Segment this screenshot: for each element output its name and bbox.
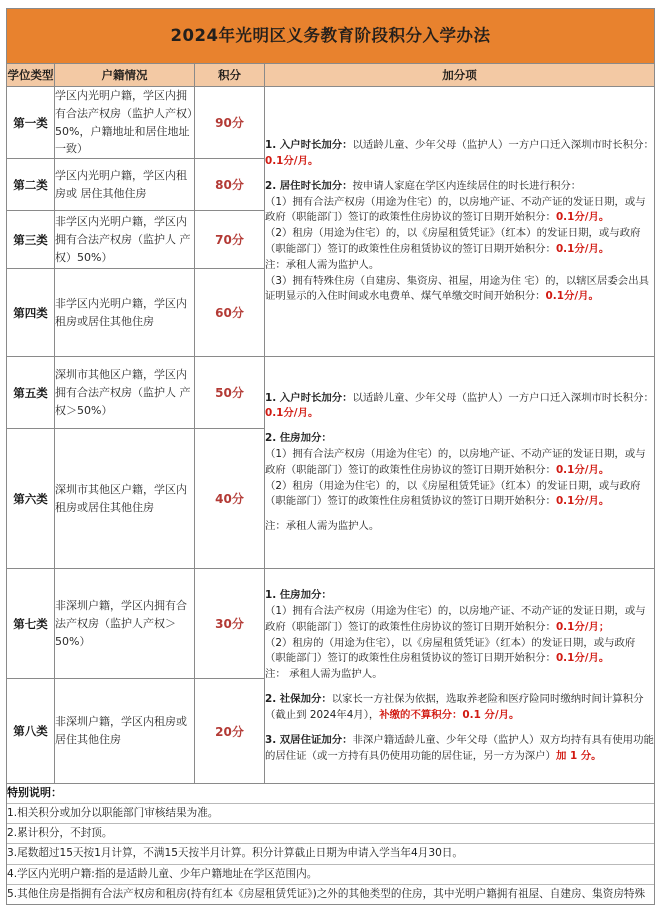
bonus-block-3 <box>265 569 655 784</box>
bonus1-sub2-value: 0.1分/月。 <box>555 242 610 255</box>
admission-points-table <box>6 8 655 905</box>
bonus2-item2-label: 2. 住房加分： <box>265 432 332 445</box>
row-hukou-5: 深圳市其他区户籍，学区内拥有合法产权房（监护人 产权＞50%） <box>55 357 195 429</box>
spacer <box>265 170 654 179</box>
bonus-block-2 <box>265 357 655 569</box>
note-item-2: 2.累计积分，不封顶。 <box>7 824 654 844</box>
bonus1-item2-text: 按申请人家庭在学区内连续居住的时长进行积分： <box>352 179 582 192</box>
row-score-4: 60分 <box>195 269 265 357</box>
spacer <box>265 683 654 692</box>
bonus3-sub1 <box>265 604 654 636</box>
note-item-1: 1.相关积分或加分以职能部门审核结果为准。 <box>7 804 654 824</box>
bonus-block-1 <box>265 87 655 357</box>
row-type-2: 第二类 <box>7 159 55 211</box>
row-score-1: 90分 <box>195 87 265 159</box>
note-item-3: 3.尾数超过15天按1月计算，不满15天按半月计算。积分计算截止日期为申请入学当年4月30日。 <box>7 844 654 864</box>
bonus2-item1-label: 1. 入户时长加分： <box>265 391 353 404</box>
bonus2-sub1-text: （1）拥有合法产权房（用途为住宅）的，以房地产证、不动产证的发证日期，或与政府（职能部门）签订的政策性住房协议的签订日期开始积分： <box>265 447 646 476</box>
notes-row <box>7 784 655 905</box>
bonus2-sub2 <box>265 479 654 511</box>
bonus3-item3 <box>265 733 654 765</box>
row-hukou-3: 非学区内光明户籍，学区内拥有合法产权房（监护人 产权）50%） <box>55 211 195 269</box>
bonus2-sub1 <box>265 447 654 479</box>
row-hukou-4: 非学区内光明户籍，学区内租房或居住其他住房 <box>55 269 195 357</box>
row-hukou-7: 非深圳户籍，学区内拥有合法产权房（监护人产权＞50%） <box>55 569 195 679</box>
bonus1-sub1 <box>265 195 654 227</box>
bonus2-sub1-value: 0.1分/月。 <box>555 463 610 476</box>
bonus3-item1-label: 1. 住房加分： <box>265 589 332 602</box>
bonus3-item2-label: 2. 社保加分： <box>265 693 332 706</box>
row-score-8: 20分 <box>195 679 265 784</box>
bonus2-note: 注：承租人需为监护人。 <box>265 520 380 533</box>
special-notes <box>7 784 655 905</box>
table-row <box>7 87 655 159</box>
row-score-3: 70分 <box>195 211 265 269</box>
bonus1-item2-label: 2. 居住时长加分： <box>265 179 353 192</box>
column-header-type: 学位类型 <box>7 64 55 87</box>
row-type-8: 第八类 <box>7 679 55 784</box>
row-hukou-1: 学区内光明户籍，学区内拥有合法产权房（监护人产权）50%，户籍地址和居住地址一致） <box>55 87 195 159</box>
bonus1-sub2-text: （2）租房（用途为住宅）的，以《房屋租赁凭证》（红本）的发证日期，或与政府（职能部门）签订的政策性住房租赁协议的签订日期开始积分： <box>265 227 641 255</box>
bonus1-sub1-text: （1）拥有合法产权房（用途为住宅）的，以房地产证、不动产证的发证日期，或与政府（职能部门）签订的政策性住房协议的签订日期开始积分： <box>265 195 646 224</box>
column-header-bonus: 加分项 <box>265 64 655 87</box>
bonus1-sub3-text: （3）拥有特殊住房（自建房、集资房、祖屋，用途为住 宅）的，以辖区居委会出具证明显示的入住时间或水电费单、煤气单缴交时间开始积分： <box>265 274 649 303</box>
row-score-2: 80分 <box>195 159 265 211</box>
row-type-1: 第一类 <box>7 87 55 159</box>
bonus1-note: 注：承租人需为监护人。 <box>265 258 380 271</box>
bonus3-sub2 <box>265 636 654 668</box>
bonus2-sub2-text: （2）租房（用途为住宅）的，以《房屋租赁凭证》（红本）的发证日期，或与政府（职能部门）签订的政策性住房租赁协议的签订日期开始积分： <box>265 479 641 508</box>
bonus3-sub1-value: 0.1分/月； <box>555 620 610 633</box>
banner-cell <box>7 9 655 64</box>
bonus3-item2-warn: 补缴的不算积分： <box>379 708 463 721</box>
row-score-6: 40分 <box>195 429 265 569</box>
bonus1-sub3 <box>265 274 654 306</box>
notes-title: 特别说明： <box>7 784 654 804</box>
row-type-6: 第六类 <box>7 429 55 569</box>
note-item-4: 4.学区内光明户籍:指的是适龄儿童、少年户籍地址在学区范围内。 <box>7 865 654 885</box>
spacer <box>265 510 654 519</box>
bonus2-item1-value: 0.1分/月。 <box>265 407 319 420</box>
bonus2-sub2-value: 0.1分/月。 <box>555 495 610 508</box>
bonus1-item1-label: 1. 入户时长加分： <box>265 139 353 152</box>
bonus1-sub3-value: 0.1分/月。 <box>545 290 599 303</box>
bonus3-item2 <box>265 692 654 724</box>
row-type-3: 第三类 <box>7 211 55 269</box>
bonus3-note: 注： 承租人需为监护人。 <box>265 668 383 681</box>
bonus2-item1 <box>265 391 654 423</box>
bonus3-sub2-value: 0.1分/月。 <box>555 652 610 665</box>
bonus1-sub2 <box>265 226 654 258</box>
bonus3-item3-value: 加 1 分。 <box>555 749 602 762</box>
bonus3-item3-text: 非深户籍适龄儿童、少年父母（监护人）双方均持有具有使用功能的居住证（或一方持有具仍使用功能的居住证，另一方为深户） <box>265 733 654 762</box>
bonus3-item2-value: 0.1 分/月。 <box>462 708 520 721</box>
table-row <box>7 569 655 679</box>
row-type-7: 第七类 <box>7 569 55 679</box>
bonus1-item1-value: 0.1分/月。 <box>265 154 319 167</box>
spacer <box>265 724 654 733</box>
bonus3-sub2-text: （2）租房的（用途为住宅），以《房屋租赁凭证》（红本）的发证日期，或与政府（职能部门）签订的政策性住房租赁协议的签订日期开始积分： <box>265 636 636 665</box>
bonus1-item1-text: 以适龄儿童、少年父母（监护人）一方户口迁入深圳市时长积分： <box>352 139 654 152</box>
page-title: 2024年光明区义务教育阶段积分入学办法 <box>170 26 491 45</box>
row-type-5: 第五类 <box>7 357 55 429</box>
row-hukou-2: 学区内光明户籍，学区内租房或 居住其他住房 <box>55 159 195 211</box>
spacer <box>265 422 654 431</box>
bonus1-item1 <box>265 138 654 170</box>
column-header-score: 积分 <box>195 64 265 87</box>
row-hukou-8: 非深圳户籍，学区内租房或居住其他住房 <box>55 679 195 784</box>
note-item-5: 5.其他住房是指拥有合法产权房和租房(持有红本《房屋租赁凭证》)之外的其他类型的住房，其中光明户籍拥有祖屋、自建房、集资房特殊 <box>7 887 646 900</box>
row-hukou-6: 深圳市其他区户籍，学区内租房或居住其他住房 <box>55 429 195 569</box>
bonus2-item1-text: 以适龄儿童、少年父母（监护人）一方户口迁入深圳市时长积分： <box>352 391 654 404</box>
bonus1-item2 <box>265 179 654 195</box>
bonus3-item3-label: 3. 双居住证加分： <box>265 733 353 746</box>
row-score-7: 30分 <box>195 569 265 679</box>
row-type-4: 第四类 <box>7 269 55 357</box>
column-header-row <box>7 64 655 87</box>
bonus3-sub1-text: （1）拥有合法产权房（用途为住宅）的，以房地产证、不动产证的发证日期，或与政府（职能部门）签订的政策性住房协议的签订日期开始积分： <box>265 605 646 633</box>
bonus1-sub1-value: 0.1分/月。 <box>555 211 610 224</box>
column-header-hukou: 户籍情况 <box>55 64 195 87</box>
table-row <box>7 357 655 429</box>
banner-row <box>7 9 655 64</box>
bonus3-item2-text: 以家长一方社保为依据，选取养老险和医疗险同时缴纳时间计算积分（截止到 2024年4月）， <box>265 693 644 721</box>
row-score-5: 50分 <box>195 357 265 429</box>
